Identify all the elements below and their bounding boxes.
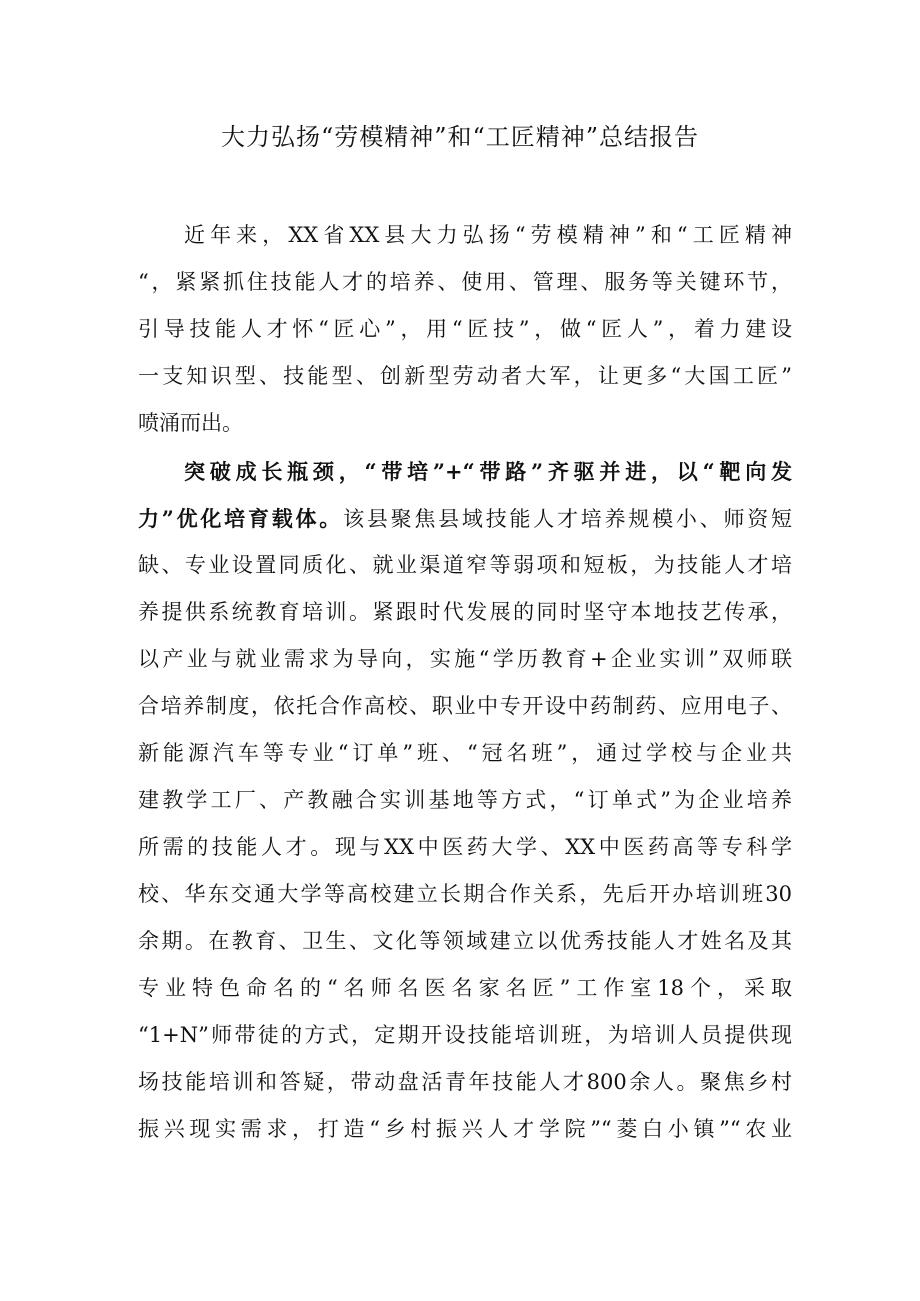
paragraph-line: “1+N”师带徒的方式，定期开设技能培训班，为培训人员提供现 <box>138 1023 792 1047</box>
section-heading-line: 突破成长瓶颈，“带培”+“带路”齐驱并进，以“靶向发 <box>184 459 792 484</box>
paragraph-line: 引导技能人才怀“匠心”，用“匠技”，做“匠人”，着力建设 <box>138 317 792 341</box>
paragraph-line: 校、华东交通大学等高校建立长期合作关系，先后开办培训班30 <box>138 882 792 906</box>
paragraph-line: 喷涌而出。 <box>138 411 243 435</box>
paragraph-line: 新能源汽车等专业“订单”班、“冠名班”，通过学校与企业共 <box>138 741 792 765</box>
paragraph-line: 以产业与就业需求为导向，实施“学历教育+企业实训”双师联 <box>138 647 792 671</box>
paragraph-line: 缺、专业设置同质化、就业渠道窄等弱项和短板，为技能人才培 <box>138 553 792 577</box>
section-heading-end: 力”优化培育载体。 <box>138 506 344 531</box>
paragraph-line: 振兴现实需求，打造“乡村振兴人才学院”“菱白小镇”“农业 <box>138 1117 792 1141</box>
paragraph-line: 所需的技能人才。现与XX中医药大学、XX中医药高等专科学 <box>138 835 792 859</box>
paragraph-line: 场技能培训和答疑，带动盘活青年技能人才800余人。聚焦乡村 <box>138 1070 792 1094</box>
paragraph-line: 建教学工厂、产教融合实训基地等方式，“订单式”为企业培养 <box>138 788 792 812</box>
intro-paragraph <box>138 212 792 447</box>
paragraph-line: 近年来，XX省XX县大力弘扬“劳模精神”和“工匠精神 <box>184 223 792 247</box>
section-paragraph <box>138 448 792 1153</box>
document-title: 大力弘扬“劳模精神”和“工匠精神”总结报告 <box>220 123 700 151</box>
paragraph-line <box>138 495 792 542</box>
paragraph-line: 一支知识型、技能型、创新型劳动者大军，让更多“大国工匠” <box>138 364 792 388</box>
paragraph-line: 合培养制度，依托合作高校、职业中专开设中药制药、应用电子、 <box>138 694 792 718</box>
section-body-start: 该县聚焦县域技能人才培养规模小、师资短 <box>343 507 792 531</box>
paragraph-line: 专业特色命名的“名师名医名家名匠”工作室18个，采取 <box>138 976 792 1000</box>
paragraph-line: “，紧紧抓住技能人才的培养、使用、管理、服务等关键环节， <box>138 270 792 294</box>
paragraph-line: 余期。在教育、卫生、文化等领域建立以优秀技能人才姓名及其 <box>138 929 792 953</box>
paragraph-line: 养提供系统教育培训。紧跟时代发展的同时坚守本地技艺传承， <box>138 600 792 624</box>
